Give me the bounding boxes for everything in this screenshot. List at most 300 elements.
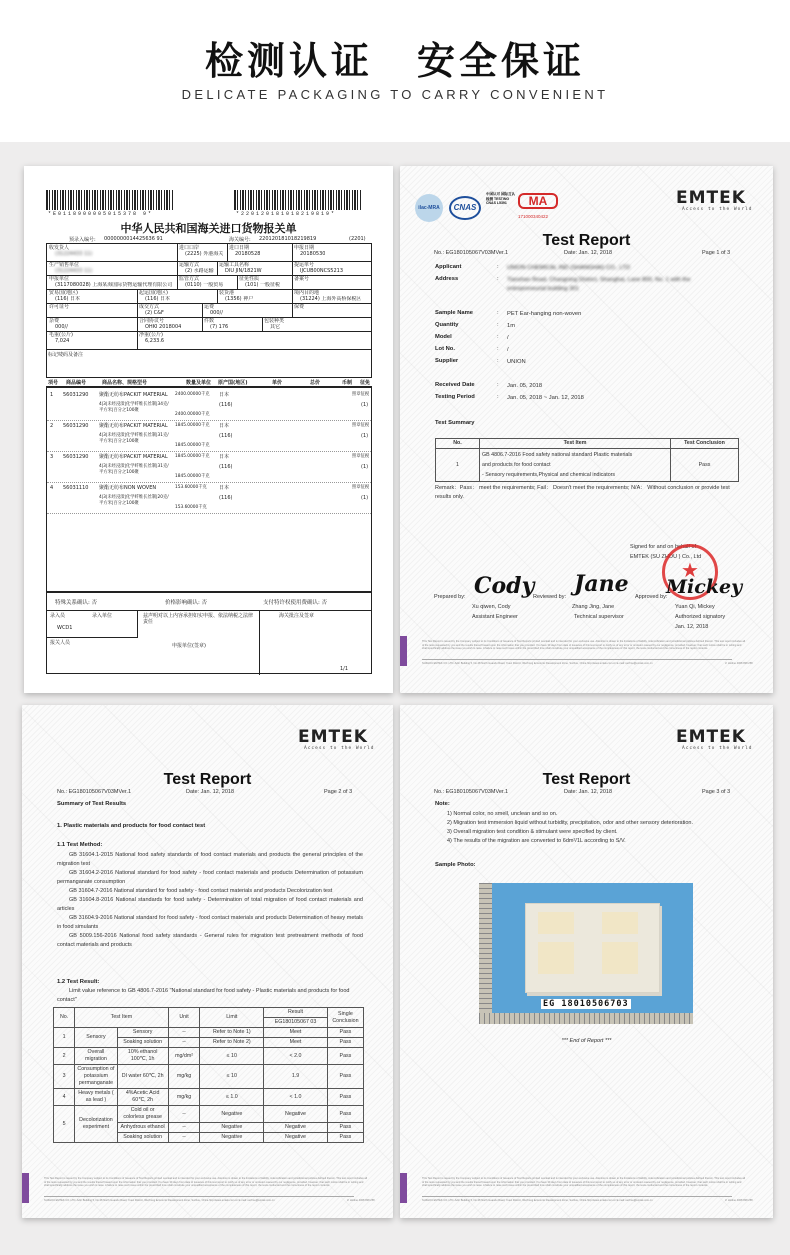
hotline-number: 4008 838 258 — [736, 662, 753, 665]
item-qty: 2400.00000千克 — [175, 392, 210, 397]
declaration-text: 兹声明对以上内容承担如实申报、依法纳税之法律责任 — [143, 613, 254, 625]
field-label: Address — [435, 276, 459, 282]
report-page: Page 3 of 3 — [702, 789, 731, 795]
row-condition: DI water 60℃, 2h — [117, 1065, 168, 1089]
customs-code: (2201) — [349, 236, 366, 242]
test-method-item: GB 31604.2-2016 National standard for food safety - food contact materials and products Determination of potassium permanganate consumption — [57, 870, 363, 885]
header-test-item: Test Item — [75, 1008, 168, 1028]
row-conclusion: Pass — [327, 1038, 363, 1048]
row-result: < 2.0 — [264, 1048, 328, 1065]
item-tax-code: (1) — [361, 402, 369, 408]
item-qty: 1845.00000千克 — [175, 454, 210, 459]
grid-row-line — [47, 289, 371, 290]
item-header: 单价 — [272, 380, 283, 386]
row-result: < 1.0 — [264, 1089, 328, 1106]
field-colon: : — [497, 358, 499, 364]
header-sample-id: EG180105067 03 — [264, 1018, 328, 1028]
grid-col-line — [177, 261, 178, 275]
table-row — [54, 1089, 364, 1106]
hotline-label: Hotline — [727, 1199, 736, 1202]
row-result: Negative — [264, 1123, 328, 1133]
item-spec: 4|3|未经浸渍|化学纤维长丝制|31克/平方米|百分之100聚 — [99, 464, 169, 475]
test-method-heading: 1.1 Test Method: — [57, 842, 103, 848]
item-tax: 照章征税 — [352, 392, 370, 397]
emtek-logo: EMTEK — [298, 727, 368, 747]
field-label: 征免性质 — [239, 276, 260, 282]
entry-clerk-value: WCD1 — [57, 625, 73, 631]
field-value: 000// — [55, 324, 68, 330]
item-spec: 4|3|未经浸渍|化学纤维长丝制|31克/平方米|百分之100聚 — [99, 433, 169, 444]
field-value: (2) 水路运输 — [185, 268, 214, 274]
field-value: (116) 日本 — [145, 296, 171, 302]
customs-approval-label: 海关批注及签章 — [279, 613, 315, 619]
title-right: 安全保证 — [417, 39, 586, 83]
item-qty-2: 1845.00000千克 — [175, 443, 210, 448]
test-method-item: GB 31604.8-2016 National standards for food safety - Determination of total migration of food contact materials and articles — [57, 897, 363, 912]
row-no: 3 — [54, 1065, 75, 1089]
item-code: 56031290 — [63, 454, 89, 460]
summary-item-line: and products for food contact — [482, 462, 551, 468]
item-header: 征免 — [360, 380, 371, 386]
item-header: 总价 — [310, 380, 321, 386]
items-table — [46, 387, 372, 592]
page-subtitle: DELICATE PACKAGING TO CARRY CONVENIENT — [181, 87, 609, 102]
test-method-item: GB 31604.9-2016 National standard for food safety - food contact materials and products Determination of heavy metals in food simulants — [57, 915, 363, 930]
grid-col-line — [292, 289, 293, 303]
signature-mickey: Mickey — [666, 576, 743, 598]
company-name: EMTEK (SU ZHOU ) Co., Ltd — [630, 554, 702, 560]
sample-photo-heading: Sample Photo: — [435, 862, 476, 868]
signed-for-label: Signed for and on behalf of — [630, 544, 697, 550]
emtek-tagline: Access to the World — [682, 746, 753, 751]
field-value: (2) C&F — [145, 310, 164, 316]
ruler-bottom — [479, 1013, 693, 1024]
row-condition: Anhydrous ethanol — [117, 1123, 168, 1133]
row-limit: ≤ 10 — [200, 1065, 264, 1089]
report-title: Test Report — [542, 771, 631, 788]
page-title — [0, 30, 790, 85]
item-qty: 153.60000千克 — [175, 485, 207, 490]
field-label: 成交方式 — [139, 304, 160, 310]
summary-remark: Remark：Pass： meet the requirements; Fail： Doesn't meet the requirements; N/A： Without conclusion or provide test results only. — [435, 485, 730, 500]
field-label: 许可证号 — [49, 304, 70, 310]
grid-row-line — [47, 331, 371, 332]
grid-col-line — [292, 261, 293, 275]
field-label: 毛重(公斤) — [49, 332, 73, 338]
field-label: 境内目的地 — [294, 290, 320, 296]
item-origin: 日本 — [219, 454, 230, 460]
item-header: 项号 — [48, 380, 59, 386]
field-value: 1m — [507, 323, 516, 329]
item-spec: 4|3|未经浸渍|化学纤维长丝制|34克/平方米|百分之100聚 — [99, 402, 169, 413]
declaring-unit-label: 申报单位(签章) — [172, 643, 206, 649]
field-value: (0110) 一般贸易 — [185, 282, 224, 288]
field-label: 监管方式 — [179, 276, 200, 282]
item-qty-2: 153.60000千克 — [175, 505, 207, 510]
grid-col-line — [227, 244, 228, 261]
item-no: 3 — [50, 454, 54, 460]
item-tax-code: (1) — [361, 433, 369, 439]
field-label: 净重(公斤) — [139, 332, 163, 338]
field-colon: : — [497, 264, 499, 270]
field-value: IJCUB00NCS5213 — [300, 268, 344, 274]
field-colon: : — [497, 276, 499, 282]
purple-accent-bar — [22, 1173, 29, 1203]
row-conclusion: Pass — [327, 1065, 363, 1089]
barcode-left-number: *E0118900005015378 9* — [48, 211, 154, 217]
item-tax-code: (1) — [361, 495, 369, 501]
field-colon: : — [497, 394, 499, 400]
report-date: Date: Jan. 12, 2018 — [186, 789, 235, 795]
report-title: Test Report — [163, 771, 252, 788]
field-value: (1356) 神户 — [225, 296, 254, 302]
test-result-table — [53, 1007, 364, 1143]
footer-address: SUZHOU EMTEK CO.,LTD. Add: Building 5, No.28 North Guandu Road, Yuexi District, Wuzhong Economic Development Zone, Suzhou, China http://www.emtek.com.cn E-mail: suzhou@emtek.com.cn — [422, 1199, 653, 1202]
item-tax: 照章征税 — [352, 423, 370, 428]
field-label: 件数 — [204, 318, 215, 324]
field-value: UNION — [507, 359, 526, 365]
hotline-number: 4008 838 258 — [358, 1199, 375, 1202]
row-conclusion: Pass — [327, 1106, 363, 1123]
item-origin-code: (116) — [219, 464, 233, 470]
row-result: 1.9 — [264, 1065, 328, 1089]
field-label: 包装种类 — [264, 318, 285, 324]
item-tax-code: (1) — [361, 464, 369, 470]
row-unit: -- — [168, 1028, 200, 1038]
hotline-icon: ✆ — [725, 662, 728, 665]
field-label: 提运单号 — [294, 262, 315, 268]
row-no: 1 — [54, 1028, 75, 1048]
row-limit: Refer to Note 1) — [200, 1028, 264, 1038]
footer-disclaimer: This Test Report is issued by the Company subject to its Conditions of Issuance of Test Reports printed overleaf and is intended for your exclusive use. Attention is drawn to the limitations of liability, indemnification and jurisdictional policies defined therein. This test report includes all of the tests requested by you and the results thereof based upon the information that you provided. You have 30 days from date of issuance of this test report to notify us of any error or omission caused by our negligence, provided, however, that such notice shall be in writing and shall specifically address the issue you wish to raise. A failure to raise such issue within the prescribed time shall constitute your unqualified acceptance of the completeness of this report, the tests conducted and the correctness of the report contents. — [422, 1177, 746, 1188]
preparer-title: Assistant Engineer — [472, 614, 518, 620]
field-label: Sample Name — [435, 310, 474, 316]
row-unit: -- — [168, 1123, 200, 1133]
footer-divider — [422, 659, 732, 660]
hotline-number: 4008 838 258 — [736, 1199, 753, 1202]
section-heading: 1. Plastic materials and products for food contact test — [57, 823, 206, 829]
footer-address: SUZHOU EMTEK CO.,LTD. Add: Building 5, No.28 North Guandu Road, Yuexi District, Wuzhong Economic Development Zone, Suzhou, China http://www.emtek.com.cn E-mail: suzhou@emtek.com.cn — [44, 1199, 275, 1202]
barcode-right-number: *220120181018219819* — [236, 211, 337, 217]
purple-accent-bar — [400, 636, 407, 666]
test-result-heading: 1.2 Test Result: — [57, 979, 100, 985]
header-result: Result — [264, 1008, 328, 1018]
field-value: (116) 日本 — [55, 296, 81, 302]
item-origin: 日本 — [219, 485, 230, 491]
note-item: 3) Overall migration test condition & stimulant were specified by client. — [447, 829, 618, 835]
row-conclusion: Pass — [327, 1133, 363, 1143]
item-qty: 1845.00000千克 — [175, 423, 210, 428]
purple-accent-bar — [400, 1173, 407, 1203]
row-unit: mg/kg — [168, 1089, 200, 1106]
note-item: 4) The results of the migration are converted to 6dm²/1L according to S/V. — [447, 838, 626, 844]
reviewer-name: Zhang Jing, Jane — [572, 604, 615, 610]
test-method-list — [57, 851, 363, 950]
field-label: Supplier — [435, 358, 459, 364]
field-value: (31224433 11) — [55, 268, 93, 274]
field-label: 运输工具名称 — [219, 262, 250, 268]
field-label: Lot No. — [435, 346, 455, 352]
item-origin-code: (116) — [219, 495, 233, 501]
signature-jane: Jane — [574, 571, 629, 597]
hotline-label: Hotline — [349, 1199, 358, 1202]
end-of-report: *** End of Report *** — [561, 1038, 612, 1044]
reviewed-by-label: Reviewed by: — [533, 594, 567, 600]
item-no: 4 — [50, 485, 54, 491]
field-label: 运输方式 — [179, 262, 200, 268]
field-value: DIU JIN/1821W — [225, 268, 262, 274]
field-label: 保费 — [294, 304, 305, 310]
test-method-item: GB 31604.1-2015 National food safety standards of food contact materials and products the general principles of the migration test — [57, 852, 363, 867]
grid-col-line — [137, 303, 138, 317]
item-name: 聚酯无纺布PACKIT MATERIAL — [99, 454, 168, 460]
field-colon: : — [497, 310, 499, 316]
row-result: Meet — [264, 1028, 328, 1038]
approval-date: Jan. 12, 2018 — [675, 624, 709, 630]
report-page: Page 2 of 3 — [324, 789, 353, 795]
grid-col-line — [177, 275, 178, 289]
customs-form-title: 中华人民共和国海关进口货物报关单 — [120, 223, 297, 235]
cma-number: 171000340422 — [518, 214, 549, 219]
items-header — [46, 379, 372, 387]
grid-col-line — [262, 317, 263, 331]
summary-conclusion: Pass — [671, 449, 739, 482]
item-tax: 照章征税 — [352, 454, 370, 459]
item-name: 聚酯无纺布PACKIT MATERIAL — [99, 392, 168, 398]
grid-col-line — [292, 303, 293, 317]
header-no: No. — [54, 1008, 75, 1028]
reviewer-title: Technical supervisor — [574, 614, 624, 620]
grid-col-line — [202, 303, 203, 317]
test-result-intro: Limit value reference to GB 4806.7-2016 "National standard for food safety - Plastic materials and products for food contact" — [57, 988, 350, 1003]
customs-declaration-card[interactable] — [24, 166, 393, 693]
grid-col-line — [137, 317, 138, 331]
item-code: 56031110 — [63, 485, 89, 491]
row-unit: -- — [168, 1106, 200, 1123]
field-value: / — [507, 335, 509, 341]
row-conclusion: Pass — [327, 1123, 363, 1133]
field-value: Jan. 05, 2018 — [507, 383, 543, 389]
summary-header-conclusion: Test Conclusion — [671, 439, 739, 449]
hotline-icon: ✆ — [725, 1199, 728, 1202]
row-condition: Sensory — [117, 1028, 168, 1038]
report-number: No.: EG180105067V03MVer.1 — [434, 789, 508, 795]
test-report-page-1[interactable] — [400, 166, 773, 693]
field-value: Tianshan Road, Changning District, Shanghai, Lane 800, No. 1 with the entrepreneurial building 301 — [507, 277, 691, 292]
table-row — [54, 1106, 364, 1123]
cnas-testing-mark: 中国认可 国际互认 检测 TESTING CNAS L5391 — [486, 192, 515, 206]
field-label: 收发货人 — [49, 245, 70, 251]
emtek-tagline: Access to the World — [682, 207, 753, 212]
row-limit: ≤ 1.0 — [200, 1089, 264, 1106]
emtek-tagline: Access to the World — [304, 746, 375, 751]
field-label: 起运国(地区) — [139, 290, 168, 296]
item-qty-2: 2400.00000千克 — [175, 412, 210, 417]
field-value: UNION CHEMICAL IND (SHANGHAI) CO., LTD — [507, 265, 631, 271]
form-page-number: 1/1 — [340, 666, 349, 672]
grid-row-line — [47, 261, 371, 262]
entry-clerk-label: 录入员 — [50, 613, 66, 619]
declaration-footer-box — [46, 592, 372, 674]
row-unit: mg/dm² — [168, 1048, 200, 1065]
approver-name: Yuan Qi, Mickey — [675, 604, 715, 610]
table-row — [54, 1028, 364, 1038]
row-condition: 10% ethanol 100℃, 1h — [117, 1048, 168, 1065]
header-limit: Limit — [200, 1008, 264, 1028]
row-condition: Soaking solution — [117, 1038, 168, 1048]
row-no: 2 — [54, 1048, 75, 1065]
summary-results-heading: Summary of Test Results — [57, 801, 127, 807]
sample-id-label: EG 18010506703 — [543, 999, 629, 1009]
test-report-page-2[interactable] — [22, 705, 393, 1218]
field-colon: : — [497, 346, 499, 352]
field-colon: : — [497, 382, 499, 388]
row-unit: -- — [168, 1038, 200, 1048]
item-header: 币制 — [342, 380, 353, 386]
summary-item-line: - Sensory requirements,Physical and chemical indicators — [482, 472, 616, 478]
item-header: 原产国(地区) — [218, 380, 248, 386]
remarks-label: 标记唛码及备注 — [48, 352, 84, 358]
row-no: 5 — [54, 1106, 75, 1143]
item-divider — [47, 513, 371, 514]
sample-package — [525, 903, 660, 993]
field-value: 20180530 — [300, 251, 326, 257]
row-conclusion: Pass — [327, 1089, 363, 1106]
row-limit: Negative — [200, 1106, 264, 1123]
item-header: 数量及单位 — [186, 380, 212, 386]
row-unit: -- — [168, 1133, 200, 1143]
field-colon: : — [497, 334, 499, 340]
field-label: 合同协议号 — [139, 318, 165, 324]
field-value: Jan. 05, 2018 ~ Jan. 12, 2018 — [507, 395, 584, 401]
grid-col-line — [137, 289, 138, 303]
field-label: 贸易国(地区) — [49, 290, 78, 296]
field-value: (3117080028) 上海某海国际货物运输代理有限公司 — [55, 282, 173, 288]
report-page: Page 1 of 3 — [702, 250, 731, 256]
approver-title: Authorized signatory — [675, 614, 726, 620]
footer-hotline — [725, 1199, 755, 1207]
row-unit: mg/kg — [168, 1065, 200, 1089]
item-origin: 日本 — [219, 423, 230, 429]
field-value: (31224433 11) — [55, 251, 93, 257]
grid-col-line — [177, 244, 178, 261]
confirm-special: 特殊关系确认: 否 — [55, 600, 98, 606]
row-limit: Refer to Note 2) — [200, 1038, 264, 1048]
row-test-item: Sensory — [75, 1028, 117, 1048]
summary-no: 1 — [436, 449, 480, 482]
barcode-right — [234, 190, 362, 210]
field-value: 20180528 — [235, 251, 261, 257]
field-colon: : — [497, 322, 499, 328]
preparer-name: Xu qiwen, Cody — [472, 604, 511, 610]
remarks-box — [46, 350, 372, 378]
field-value: 000// — [210, 310, 223, 316]
emtek-logo: EMTEK — [676, 188, 746, 208]
footer-disclaimer: This Test Report is issued by the Company subject to its Conditions of Issuance of Test Reports printed overleaf and is intended for your exclusive use. Attention is drawn to the limitations of liability, indemnification and jurisdictional policies defined therein. This test report includes all of the tests requested by you and the results thereof based upon the information that you provided. You have 30 days from date of issuance of this test report to notify us of any error or omission caused by our negligence, provided, however, that such notice shall be in writing and shall specifically address the issue you wish to raise. A failure to raise such issue within the prescribed time shall constitute your unqualified acceptance of the completeness of this report, the tests conducted and the correctness of the report contents. — [422, 640, 746, 651]
field-label: 申报单位 — [49, 276, 70, 282]
row-condition: Soaking solution — [117, 1133, 168, 1143]
grid-col-line — [292, 275, 293, 289]
signature-cody: Cody — [474, 573, 535, 599]
row-limit: ≤ 10 — [200, 1048, 264, 1065]
row-test-item: Overall migration — [75, 1048, 117, 1065]
header-conclusion: Single Conclusion — [327, 1008, 363, 1028]
field-label: 杂费 — [49, 318, 60, 324]
summary-header-no: No. — [436, 439, 480, 449]
footer-hotline — [725, 662, 755, 670]
row-conclusion: Pass — [327, 1048, 363, 1065]
item-qty-2: 1845.00000千克 — [175, 474, 210, 479]
hotline-label: Hotline — [727, 662, 736, 665]
footer-disclaimer: This Test Report is issued by the Company subject to its Conditions of Issuance of Test Reports printed overleaf and is intended for your exclusive use. Attention is drawn to the limitations of liability, indemnification and jurisdictional policies defined therein. This test report includes all of the tests requested by you and the results thereof based upon the information that you provided. You have 30 days from date of issuance of this test report to notify us of any error or omission caused by our negligence, provided, however, that such notice shall be in writing and shall specifically address the issue you wish to raise. A failure to raise such issue within the prescribed time shall constitute your unqualified acceptance of the completeness of this report, the tests conducted and the correctness of the report contents. — [44, 1177, 368, 1188]
item-code: 56031290 — [63, 423, 89, 429]
item-origin-code: (116) — [219, 402, 233, 408]
ruler-left — [479, 883, 492, 1024]
confirm-royalty: 支付特许权使用费确认: 否 — [263, 600, 328, 606]
field-label: Model — [435, 334, 452, 340]
item-header: 商品名称、规格型号 — [102, 380, 148, 386]
customs-no: 220120181018219819 — [259, 236, 317, 242]
field-label: Quantity — [435, 322, 459, 328]
entry-no: 0000000014425636 91 — [104, 236, 163, 242]
hotline-icon: ✆ — [347, 1199, 350, 1202]
test-report-page-3[interactable] — [400, 705, 773, 1218]
field-label: 申报日期 — [294, 245, 315, 251]
cma-logo: MA — [518, 193, 558, 209]
customs-field-grid — [46, 243, 372, 350]
report-date: Date: Jan. 12, 2018 — [564, 250, 613, 256]
test-summary-table — [435, 438, 739, 482]
field-value: (2225) 外港海关 — [185, 251, 224, 257]
test-method-item: GB 5009.156-2016 National food safety standards - General rules for migration test pretreatment methods of food contact materials and products — [57, 933, 363, 948]
note-item: 1) Normal color, no smell, unclean and so on. — [447, 811, 558, 817]
item-header: 商品编号 — [66, 380, 87, 386]
row-test-item: Heavy metals ( as lead ) — [75, 1089, 117, 1106]
footer-divider — [44, 1196, 354, 1197]
field-value: 其它 — [270, 324, 281, 330]
header-unit: Unit — [168, 1008, 200, 1028]
grid-col-line — [217, 289, 218, 303]
item-no: 1 — [50, 392, 54, 398]
row-limit: Negative — [200, 1123, 264, 1133]
field-value: 6,233.6 — [145, 338, 165, 344]
grid-row-line — [47, 275, 371, 276]
confirm-price: 价格影响确认: 否 — [165, 600, 208, 606]
field-value: 7,024 — [55, 338, 70, 344]
emtek-logo: EMTEK — [676, 727, 746, 747]
report-number: No.: EG180105067V03MVer.1 — [434, 250, 508, 256]
table-row — [436, 449, 739, 482]
row-result: Negative — [264, 1106, 328, 1123]
report-title: Test Report — [542, 232, 631, 249]
item-divider — [47, 451, 371, 452]
note-heading: Note: — [435, 801, 450, 807]
title-left: 检测认证 — [204, 39, 373, 83]
grid-col-line — [137, 331, 138, 349]
footer-address: SUZHOU EMTEK CO.,LTD. Add: Building 5, No.28 North Guandu Road, Yuexi District, Wuzhong Economic Development Zone, Suzhou, China http://www.emtek.com.cn E-mail: suzhou@emtek.com.cn — [422, 662, 653, 665]
field-label: 备案号 — [294, 276, 310, 282]
item-divider — [47, 482, 371, 483]
field-label: Received Date — [435, 382, 475, 388]
summary-header-item: Test Item — [480, 439, 671, 449]
item-name: 聚酯无纺布NON WOVEN — [99, 485, 157, 491]
ilac-mra-logo: ilac-MRA — [415, 194, 443, 222]
row-condition: Cold oil or colorless grease — [117, 1106, 168, 1123]
row-limit: Negative — [200, 1133, 264, 1143]
item-code: 56031290 — [63, 392, 89, 398]
field-value: (7) 176 — [210, 324, 229, 330]
note-item: 2) Migration test immersion liquid without turbidity, precipitation, odor and other sensory deterioration. — [447, 820, 693, 826]
